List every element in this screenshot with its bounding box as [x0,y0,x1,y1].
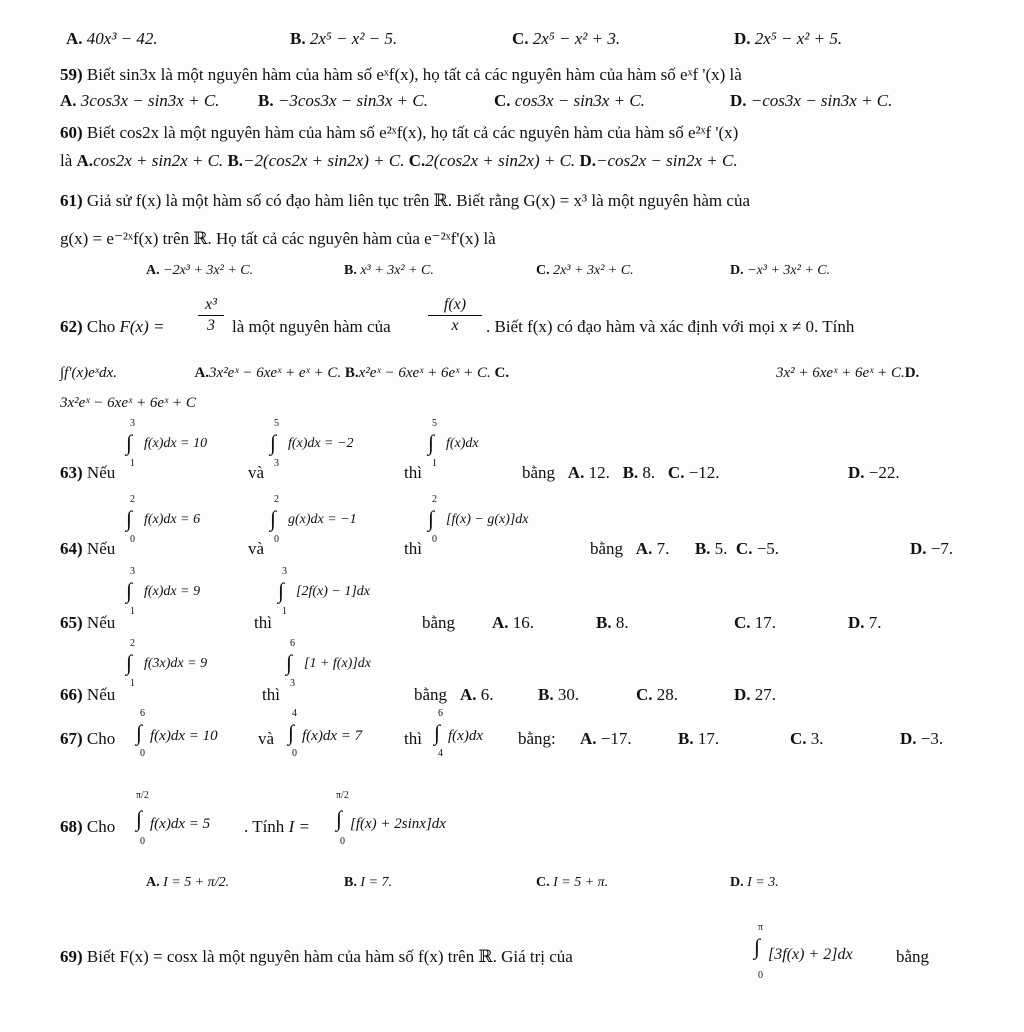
option-label: B. [344,263,357,278]
question-61-stem [60,190,750,212]
question-text: bằng [522,463,556,482]
lower-limit: 0 [274,534,279,545]
question-text: Cho [86,317,116,336]
question-62-number [60,316,165,338]
question-69-stem [60,946,573,968]
option-text: −3. [920,729,944,748]
question-64-option-d [910,538,953,560]
question-text: Giả sử f(x) là một hàm số có đạo hàm liên tục trên ℝ. Biết rằng G(x) = x³ là một nguyên hàm của [86,191,750,210]
question-68-tinh [244,816,310,838]
lower-limit: 1 [130,678,135,689]
question-number: 60) [60,123,83,142]
integral-body: g(x)dx = −1 [288,512,357,527]
option-label: C. [408,151,426,170]
integral-body: [f(x) − g(x)]dx [446,512,529,527]
option-text: 2(cos2x + sin2x) + C. [425,151,576,170]
upper-limit: 3 [130,566,135,577]
lower-limit: 0 [758,970,763,981]
option-text: 27. [754,685,777,704]
option-label: A. [146,263,160,278]
option-text: 8. [615,613,629,632]
question-59-stem [60,64,742,86]
question-integral: ∫f'(x)eˣdx. [60,365,117,381]
upper-limit: 6 [438,708,443,719]
option-label: D. [848,613,865,632]
fraction-numerator: f(x) [443,296,467,313]
question-63-option-d [848,462,900,484]
option-label: B. [290,29,306,48]
question-61-option-a [146,260,253,282]
option-label: D. [730,875,744,890]
option-text: I = 5 + π. [553,875,609,890]
option-label: D. [730,91,747,110]
question-59-option-a [60,90,219,112]
option-text: 17. [697,729,720,748]
question-65-option-a [492,612,534,634]
option-label: B. [694,539,711,558]
integral-body: f(x)dx = 10 [144,436,208,451]
option-label: C. [734,613,751,632]
lower-limit: 1 [432,458,437,469]
option-label: A. [60,91,77,110]
question-62-option-c [776,362,919,384]
option-text: 2x⁵ − x² + 3. [532,29,621,48]
option-label: C. [790,729,807,748]
option-label: C. [636,685,653,704]
fraction [428,296,482,335]
question-text: . Biết f(x) có đạo hàm và xác định với mọi x ≠ 0. Tính [486,317,855,336]
question-text: I = [288,817,310,836]
option-label: B. [227,151,244,170]
option-label: D. [848,463,865,482]
option-text: 17. [754,613,777,632]
question-68-option-a [146,872,229,894]
upper-limit: 4 [292,708,297,719]
question-68-option-b [344,872,392,894]
question-59-option-c [494,90,645,112]
integral-sign: ∫ [428,506,435,531]
integral-sign: ∫ [428,430,435,455]
lower-limit: 3 [290,678,295,689]
upper-limit: 3 [282,566,287,577]
option-text: 3x² + 6xeˣ + 6eˣ + C. [776,365,905,381]
question-61-option-b [344,260,434,282]
question-59-option-b [258,90,428,112]
question-62-option-d [60,392,196,414]
question-62-options [60,362,509,384]
question-67-bang: bằng: [518,729,556,748]
conjunction: thì [254,613,272,632]
option-label: B. [344,875,357,890]
integral-sign: ∫ [278,578,285,603]
option-label: D. [734,29,751,48]
question-text: Biết sin3x là một nguyên hàm của hàm số eˣf(x), họ tất cả các nguyên hàm của hàm số eˣf '(x) là [86,65,742,84]
question-text: F(x) = [119,317,165,336]
question-68-number [60,816,115,838]
upper-limit: 2 [130,638,135,649]
question-64-number [60,538,115,560]
option-label: C. [494,365,510,381]
top-option-a [66,28,158,50]
option-label: B. [622,463,639,482]
integral-body: [1 + f(x)]dx [304,656,371,671]
integral-sign: ∫ [126,650,133,675]
option-text: −7. [930,539,954,558]
option-label: C. [536,263,550,278]
option-text: −12. [688,463,720,482]
option-text: 7. [868,613,882,632]
question-60-options [60,150,738,172]
option-text: 5. [714,539,728,558]
question-number: 62) [60,317,83,336]
option-text: I = 5 + π/2. [163,875,230,890]
option-text: 12. [588,463,610,482]
question-62-mid [232,316,391,338]
integral-body: f(x)dx = 5 [150,816,211,832]
question-text: Biết F(x) = cosx là một nguyên hàm của hàm số f(x) trên ℝ. Giá trị của [86,947,573,966]
question-number: 68) [60,817,83,836]
question-66-option-d [734,684,776,706]
top-option-d [734,28,842,50]
option-label: B. [258,91,274,110]
option-text: 16. [512,613,535,632]
option-text: −2(cos2x + sin2x) + C. [243,151,405,170]
upper-limit: 2 [432,494,437,505]
option-text: −cos3x − sin3x + C. [750,91,893,110]
option-text: 6. [480,685,494,704]
question-number: 66) [60,685,83,704]
option-text: −cos2x − sin2x + C. [595,151,738,170]
question-67-option-c [790,728,824,750]
upper-limit: 6 [140,708,145,719]
option-label: C. [735,539,753,558]
fraction-denominator: 3 [207,317,215,334]
upper-limit: π [758,922,764,933]
option-label: A. [146,875,160,890]
option-text: 3cos3x − sin3x + C. [80,91,220,110]
top-option-c [512,28,620,50]
fraction-denominator: x [451,317,459,334]
question-66-number [60,684,115,706]
question-text: g(x) = e⁻²ˣf(x) trên ℝ. Họ tất cả các nguyên hàm của e⁻²ˣf'(x) là [60,229,496,248]
lower-limit: 0 [292,748,297,759]
question-62-tail [486,316,854,338]
option-label: A. [635,539,653,558]
option-text: x³ + 3x² + C. [360,263,434,278]
integral-sign: ∫ [288,720,295,745]
option-label: C. [536,875,550,890]
lower-limit: 0 [340,836,345,847]
integral-body: f(x)dx = 9 [144,584,201,599]
question-65-option-d [848,612,882,634]
option-label: A. [580,729,597,748]
question-text: Cho [86,729,116,748]
question-number: 63) [60,463,83,482]
lower-limit: 0 [140,748,145,759]
integral-body: f(3x)dx = 9 [144,656,208,671]
integral-sign: ∫ [270,430,277,455]
question-number: 65) [60,613,83,632]
option-text: 40x³ − 42. [86,29,158,48]
fraction [198,296,224,335]
question-61-option-d [730,260,830,282]
option-label: C. [494,91,511,110]
option-text: −5. [756,539,780,558]
question-66-option-b [538,684,579,706]
lower-limit: 0 [130,534,135,545]
option-label: B. [538,685,554,704]
option-text: −x³ + 3x² + C. [747,263,831,278]
question-67-number [60,728,115,750]
integral-sign: ∫ [270,506,277,531]
question-67-option-b [678,728,719,750]
fraction-numerator: x³ [205,296,217,313]
option-label: A. [460,685,477,704]
question-text: Nếu [86,539,116,558]
question-text: Nếu [86,613,116,632]
option-label: A. [492,613,509,632]
integral-sign: ∫ [126,506,133,531]
integral-body: f(x)dx = −2 [288,436,354,451]
conjunction: và [258,729,275,748]
integral-body: f(x)dx [448,728,483,744]
option-text: 7. [656,539,670,558]
question-text: Biết cos2x là một nguyên hàm của hàm số e²ˣf(x), họ tất cả các nguyên hàm của hàm số e²ˣf '(x) [86,123,739,142]
option-text: 28. [656,685,679,704]
question-65-number [60,612,115,634]
integral-sign: ∫ [126,430,133,455]
question-64-options [590,538,779,560]
question-text: Cho [86,817,116,836]
option-label: B. [344,365,359,381]
question-number: 59) [60,65,83,84]
question-61-option-c [536,260,634,282]
option-text: cos3x − sin3x + C. [514,91,645,110]
lower-limit: 0 [432,534,437,545]
question-65-bang: bằng [422,613,456,632]
fraction-bar [198,315,224,316]
integral-body: f(x)dx = 10 [150,728,218,744]
option-text: 30. [557,685,580,704]
upper-limit: π/2 [136,790,149,801]
question-66-option-c [636,684,678,706]
question-60-stem [60,122,738,144]
conjunction: và [248,539,265,558]
question-65-option-b [596,612,629,634]
upper-limit: 5 [432,418,437,429]
conjunction: thì [404,539,422,558]
lower-limit: 0 [140,836,145,847]
option-text: −17. [600,729,632,748]
question-text: bằng [590,539,624,558]
option-text: −3cos3x − sin3x + C. [277,91,428,110]
question-text: là [60,151,73,170]
question-66-option-a [460,684,494,706]
question-number: 64) [60,539,83,558]
option-label: A. [66,29,83,48]
option-text: I = 3. [747,875,779,890]
question-number: 67) [60,729,83,748]
upper-limit: π/2 [336,790,349,801]
option-text: −22. [868,463,900,482]
question-68-option-d [730,872,779,894]
conjunction: thì [404,729,422,748]
upper-limit: 2 [130,494,135,505]
integral-body: [f(x) + 2sinx]dx [350,816,446,832]
option-label: A. [567,463,585,482]
option-label: A. [194,365,210,381]
option-label: D. [910,539,927,558]
option-text: 2x⁵ − x² + 5. [754,29,843,48]
integral-body: f(x)dx [446,436,479,451]
question-59-option-d [730,90,892,112]
question-69-bang: bằng [896,947,930,966]
option-label: D. [900,729,917,748]
lower-limit: 1 [130,606,135,617]
conjunction: thì [404,463,422,482]
integral-body: f(x)dx = 7 [302,728,363,744]
option-text: 8. [642,463,656,482]
option-text: 3x²eˣ − 6xeˣ + 6eˣ + C [60,395,196,411]
option-label: D. [730,263,744,278]
option-text: 2x³ + 3x² + C. [553,263,634,278]
question-65-option-c [734,612,776,634]
integral-sign: ∫ [286,650,293,675]
option-text: −2x³ + 3x² + C. [163,263,254,278]
lower-limit: 3 [274,458,279,469]
question-text: . Tính [244,817,285,836]
option-text: 3. [810,729,824,748]
question-63-options [522,462,720,484]
integral-sign: ∫ [336,806,343,831]
option-label: D. [904,365,920,381]
option-label: A. [76,151,94,170]
option-label: D. [734,685,751,704]
integral-body: [2f(x) − 1]dx [296,584,370,599]
option-label: B. [678,729,694,748]
option-text: I = 7. [360,875,392,890]
integral-body: f(x)dx = 6 [144,512,201,527]
top-option-b [290,28,397,50]
question-text: Nếu [86,463,116,482]
lower-limit: 1 [130,458,135,469]
conjunction: thì [262,685,280,704]
integral-sign: ∫ [434,720,441,745]
upper-limit: 5 [274,418,279,429]
option-label: C. [512,29,529,48]
question-61-stem-2 [60,228,496,250]
upper-limit: 2 [274,494,279,505]
option-text: x²eˣ − 6xeˣ + 6eˣ + C. [358,365,491,381]
question-text: Nếu [86,685,116,704]
question-number: 61) [60,191,83,210]
option-label: B. [596,613,612,632]
question-63-number [60,462,115,484]
option-text: 2x⁵ − x² − 5. [309,29,398,48]
upper-limit: 3 [130,418,135,429]
integral-sign: ∫ [136,720,143,745]
question-number: 69) [60,947,83,966]
question-text: là một nguyên hàm của [232,317,391,336]
question-67-option-a [580,728,632,750]
question-66-bang: bằng [414,685,448,704]
integral-sign: ∫ [136,806,143,831]
lower-limit: 4 [438,748,443,759]
option-text: cos2x + sin2x + C. [93,151,224,170]
question-68-option-c [536,872,608,894]
integral-sign: ∫ [754,934,761,959]
lower-limit: 1 [282,606,287,617]
conjunction: và [248,463,265,482]
integral-body: [3f(x) + 2]dx [768,946,853,963]
upper-limit: 6 [290,638,295,649]
option-label: C. [667,463,685,482]
question-67-option-d [900,728,943,750]
integral-sign: ∫ [126,578,133,603]
fraction-bar [428,315,482,316]
option-text: 3x²eˣ − 6xeˣ + eˣ + C. [209,365,342,381]
option-label: D. [579,151,596,170]
